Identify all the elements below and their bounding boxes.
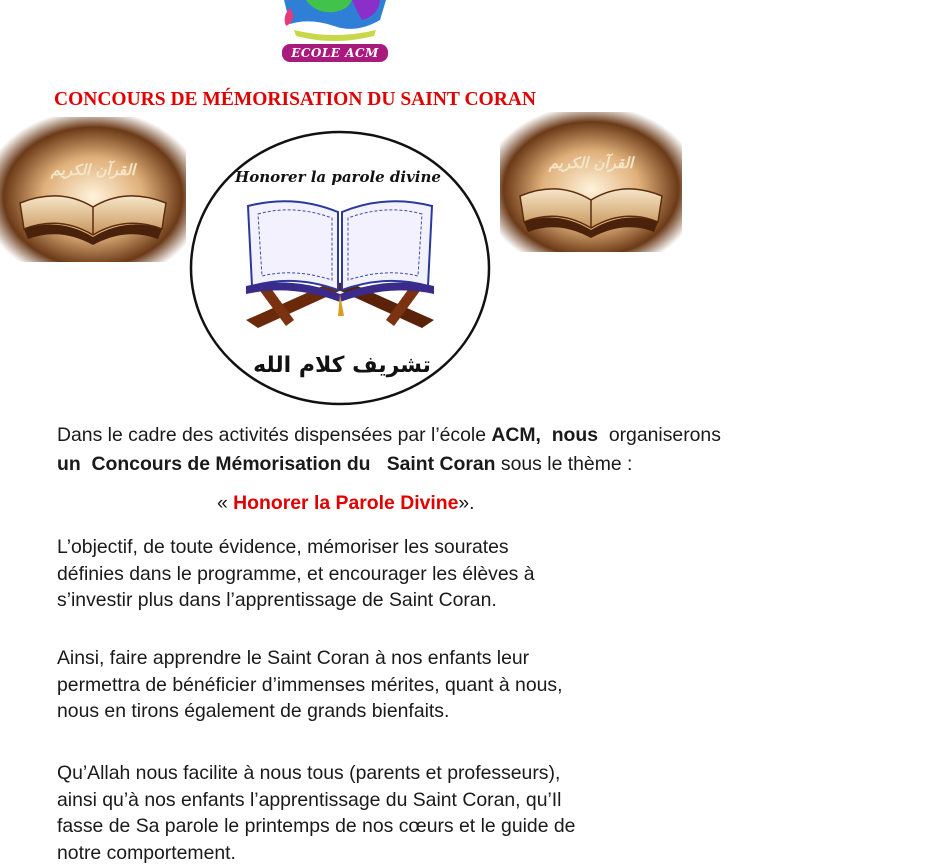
page-title: CONCOURS DE MÉMORISATION DU SAINT CORAN: [54, 89, 536, 110]
quran-left-caption: القرآن الكريم: [50, 161, 136, 179]
paragraph-line: notre comportement.: [57, 841, 236, 864]
quran-image-left: [0, 117, 186, 262]
theme-title: Honorer la Parole Divine: [233, 492, 459, 514]
quran-image-right: [500, 112, 682, 252]
intro-text: Dans le cadre des activités dispensées par l’école: [57, 424, 492, 446]
logo-text: ECOLE ACM: [291, 46, 379, 60]
emblem-arabic-text: تشريف كلام الله: [253, 353, 431, 378]
paragraph-benefits: [57, 645, 562, 725]
intro-line-2: [57, 451, 632, 477]
paragraph-line: s’investir plus dans l’apprentissage de Saint Coran.: [57, 589, 497, 611]
paragraph-line: L’objectif, de toute évidence, mémoriser les sourates: [57, 536, 509, 558]
theme-line: [217, 490, 475, 516]
emblem-slogan: Honorer la parole divine: [235, 168, 441, 186]
paragraph-line: fasse de Sa parole le printemps de nos cœurs et le guide de: [57, 815, 576, 837]
paragraph-objective: [57, 534, 535, 614]
paragraph-line: ainsi qu’à nos enfants l’apprentissage du Saint Coran, qu’Il: [57, 788, 562, 811]
paragraph-line: nous en tirons également de grands bienfaits.: [57, 700, 450, 722]
paragraph-line: permettra de bénéficier d’immenses mérites, quant à nous,: [57, 673, 563, 696]
school-name: ACM,: [491, 424, 541, 446]
school-logo: [276, 0, 394, 64]
contest-name: Concours de Mémorisation du: [91, 453, 371, 475]
paragraph-line: Ainsi, faire apprendre le Saint Coran à nos enfants leur: [57, 647, 530, 669]
intro-nous: nous: [551, 424, 599, 446]
quran-right-caption: القرآن الكريم: [548, 154, 634, 172]
paragraph-prayer: [57, 760, 575, 866]
theme-open-quote: «: [217, 492, 234, 514]
intro-line-1: [57, 422, 721, 448]
paragraph-line: définies dans le programme, et encourager les élèves à: [57, 562, 535, 585]
intro-verb: organiserons: [608, 424, 721, 446]
emblem-circle: [186, 130, 498, 412]
theme-close-quote: ».: [458, 492, 475, 514]
paragraph-line: Qu’Allah nous facilite à nous tous (parents et professeurs),: [57, 762, 561, 784]
intro-article: un: [57, 453, 81, 475]
intro-theme-lead: sous le thème :: [495, 453, 633, 475]
contest-subject: Saint Coran: [386, 453, 496, 475]
